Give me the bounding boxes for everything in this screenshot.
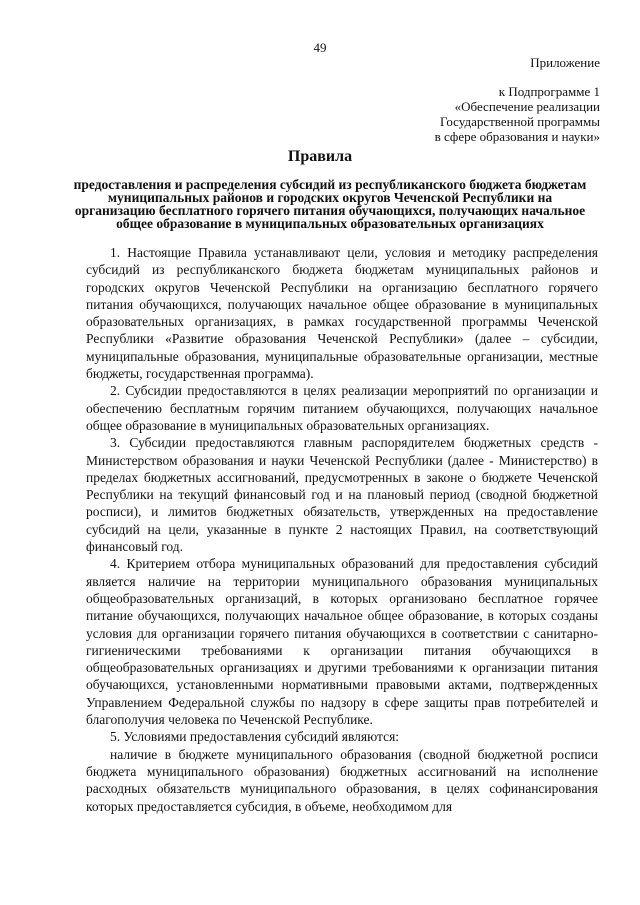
page-number: 49 — [313, 40, 327, 55]
appendix-line: Государственной программы — [439, 114, 600, 129]
paragraph-4: 4. Критерием отбора муниципальных образований для предоставления субсидий является наличие на территории муниципального образования муниципальных общеобразовательных организаций, в которых организовано бесплатное горячее питание обучающихся, получающих начальное общее образование, в которых созданы условия для организации горячего питания обучающихся в соответствии с санитарно-гигиеническими требованиями к организации питания обучающихся в общеобразовательных организациях и другими требованиями к организации питания обучающихся, установленными нормативными правовыми актами, подтвержденных Управлением Федеральной службы по надзору в сфере защиты прав потребителей и благополучия человека по Чеченской Республике. — [86, 556, 598, 728]
appendix-line: к Подпрограмме 1 — [498, 84, 600, 99]
paragraph-6: наличие в бюджете муниципального образования (сводной бюджетной росписи бюджета муниципального образования) бюджетных ассигнований на исполнение расходных обязательств муниципального образования, в целях софинансирования которых предоставляется субсидия, в объеме, необходимом для — [86, 746, 598, 814]
appendix-title: Приложение — [530, 55, 600, 70]
appendix-line: в сфере образования и науки» — [434, 129, 600, 144]
paragraph-2: 2. Субсидии предоставляются в целях реализации мероприятий по организации и обеспечению бесплатным горячим питанием обучающихся, получающих начальное общее образование в муниципальных образовательных организациях. — [86, 383, 598, 433]
document-subtitle: предоставления и распределения субсидий из республиканского бюджета бюджетам муниципальных районов и городских округов Чеченской Республики на организацию бесплатного горячего питания обучающихся, получающих начальное общее образование в муниципальных образовательных организациях — [73, 177, 587, 231]
document-body — [86, 244, 598, 815]
appendix-header — [435, 55, 600, 144]
paragraph-5: 5. Условиями предоставления субсидий являются: — [110, 729, 400, 745]
appendix-line: «Обеспечение реализации — [454, 99, 600, 114]
document-title: Правила — [287, 148, 353, 165]
paragraph-1: 1. Настоящие Правила устанавливают цели, условия и методику распределения субсидий из республиканского бюджета бюджетам муниципальных районов и городских округов Чеченской Республики на организацию бесплатного горячего питания обучающихся, получающих начальное общее образование в муниципальных образовательных организациях, в рамках государственной программы Чеченской Республики «Развитие образования Чеченской Республики» (далее – субсидии, муниципальные образования, муниципальные образовательные организации, местные бюджеты, государственная программа). — [86, 245, 598, 382]
paragraph-3: 3. Субсидии предоставляются главным распорядителем бюджетных средств - Министерством образования и науки Чеченской Республики (далее - Министерство) в пределах бюджетных ассигнований, предусмотренных в законе о бюджете Чеченской Республики на текущий финансовый год и на плановый период (сводной бюджетной росписи), и лимитов бюджетных обязательств, утвержденных на предоставление субсидий на цели, указанные в пункте 2 настоящих Правил, на соответствующий финансовый год. — [86, 435, 598, 555]
